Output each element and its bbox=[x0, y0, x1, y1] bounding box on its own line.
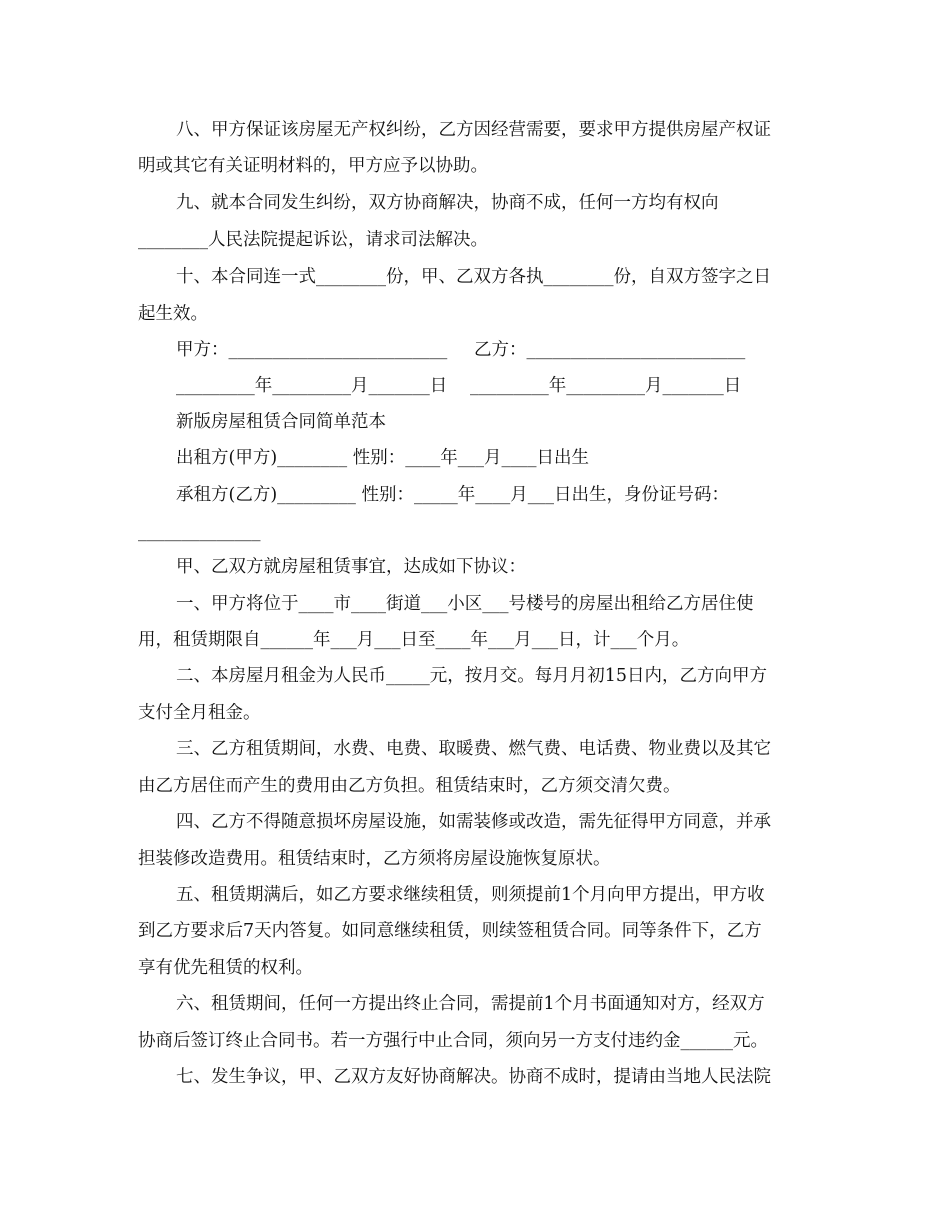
clause-6-line-1: 六、租赁期间，任何一方提出终止合同，需提前1个月书面通知对方，经双方 bbox=[176, 994, 765, 1014]
signature-parties-row bbox=[0, 332, 950, 368]
clause-10-line-2: 起生效。 bbox=[138, 304, 208, 324]
clause-4-line-2: 担装修改造费用。租赁结束时，乙方须将房屋设施恢复原状。 bbox=[138, 849, 611, 869]
clause-1-line-1: 一、甲方将位于____市____街道___小区___号楼号的房屋出租给乙方居住使 bbox=[176, 594, 754, 614]
clause-2-line-1: 二、本房屋月租金为人民币_____元，按月交。每月月初15日内，乙方向甲方 bbox=[176, 666, 768, 686]
party-b-date: _________年_________月_______日 bbox=[470, 376, 742, 396]
party-a-date: _________年_________月_______日 bbox=[176, 376, 448, 396]
clause-1-line-2: 用，租赁期限自______年___月___日至____年___月___日，计___个月。 bbox=[138, 630, 690, 650]
clause-9-line-1: 九、就本合同发生纠纷，双方协商解决，协商不成，任何一方均有权向 bbox=[176, 193, 719, 213]
clause-2-line-2: 支付全月租金。 bbox=[138, 703, 261, 723]
clause-8-line-1: 八、甲方保证该房屋无产权纠纷，乙方因经营需要，要求甲方提供房屋产权证 bbox=[176, 120, 771, 140]
clause-5-line-3: 享有优先租赁的权利。 bbox=[138, 958, 313, 978]
clause-7-line-1: 七、发生争议，甲、乙双方友好协商解决。协商不成时，提请由当地人民法院 bbox=[176, 1067, 771, 1087]
party-a-signature: 甲方：_________________________ bbox=[176, 340, 448, 360]
clause-3-line-1: 三、乙方租赁期间，水费、电费、取暖费、燃气费、电话费、物业费以及其它 bbox=[176, 739, 771, 759]
signature-dates-row bbox=[0, 368, 950, 404]
lessor-info: 出租方(甲方)________ 性别：____年___月____日出生 bbox=[176, 448, 589, 468]
lessee-info: 承租方(乙方)_________ 性别：_____年____月___日出生，身份证号码： bbox=[176, 485, 729, 505]
clause-8-line-2: 明或其它有关证明材料的，甲方应予以协助。 bbox=[138, 156, 488, 176]
party-b-signature: 乙方：_________________________ bbox=[474, 340, 746, 360]
clause-5-line-2: 到乙方要求后7天内答复。如同意继续租赁，则续签租赁合同。同等条件下，乙方 bbox=[138, 921, 762, 941]
id-number-blank: ______________ bbox=[138, 522, 261, 542]
clause-6-line-2: 协商后签订终止合同书。若一方强行中止合同，须向另一方支付违约金______元。 bbox=[138, 1031, 768, 1051]
template-title: 新版房屋租赁合同简单范本 bbox=[176, 412, 386, 432]
clause-5-line-1: 五、租赁期满后，如乙方要求继续租赁，则须提前1个月向甲方提出，甲方收 bbox=[176, 885, 765, 905]
clause-10-line-1: 十、本合同连一式________份，甲、乙双方各执________份，自双方签字之日 bbox=[176, 267, 771, 287]
clause-4-line-1: 四、乙方不得随意损坏房屋设施，如需装修或改造，需先征得甲方同意，并承 bbox=[176, 812, 771, 832]
clause-9-line-2: ________人民法院提起诉讼，请求司法解决。 bbox=[138, 230, 488, 250]
agreement-intro: 甲、乙双方就房屋租赁事宜，达成如下协议： bbox=[176, 557, 526, 577]
clause-3-line-2: 由乙方居住而产生的费用由乙方负担。租赁结束时，乙方须交清欠费。 bbox=[138, 776, 681, 796]
